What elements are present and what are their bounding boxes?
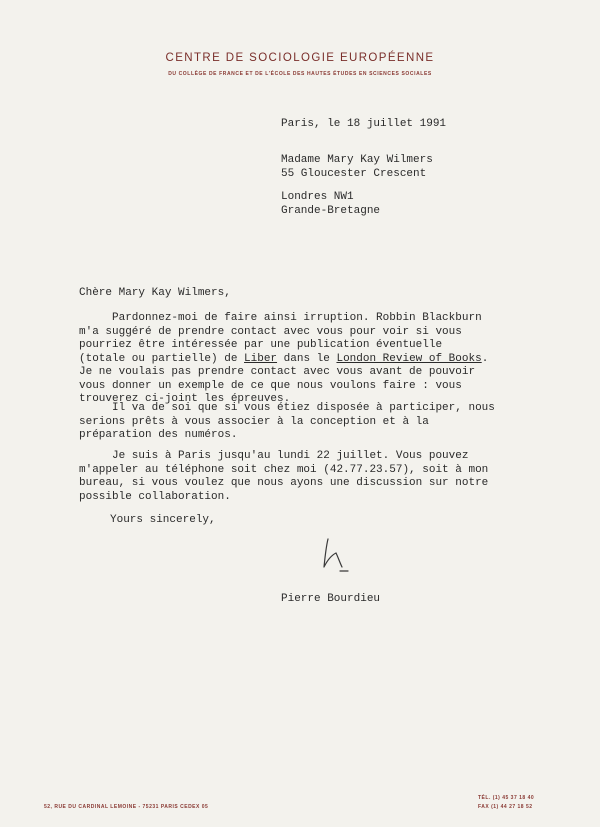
closing: Yours sincerely, [110, 514, 216, 526]
paragraph-line: trouverez ci-joint les épreuves. [79, 393, 291, 405]
paragraph-2 [79, 402, 549, 443]
paragraph-line: vous donner un exemple de ce que nous voulons faire : vous [79, 379, 462, 392]
text-run: . [481, 352, 489, 365]
footer-contact [478, 794, 534, 812]
recipient-name: Madame Mary Kay Wilmers [281, 154, 433, 166]
salutation: Chère Mary Kay Wilmers, [79, 287, 231, 299]
text-run: (totale ou partielle) de [79, 352, 245, 365]
paragraph-1 [79, 312, 549, 407]
recipient-street: 55 Gloucester Crescent [281, 168, 427, 180]
recipient-country: Grande-Bretagne [281, 205, 381, 217]
title-liber: Liber [244, 352, 278, 365]
signer-name: Pierre Bourdieu [281, 593, 381, 605]
paragraph-line: serions prêts à vous associer à la conception et à la [79, 415, 429, 428]
text-run: dans le [277, 352, 337, 365]
signature-mark [314, 531, 364, 581]
footer-fax: FAX (1) 44 27 18 52 [478, 804, 533, 810]
recipient-city: Londres NW1 [281, 191, 354, 203]
paragraph-line: m'appeler au téléphone soit chez moi (42.77.23.57), soit à mon [79, 463, 489, 476]
paragraph-line: Pardonnez-moi de faire ainsi irruption. Robbin Blackburn [79, 312, 482, 324]
letterhead-subtitle: DU COLLÈGE DE FRANCE ET DE L'ÉCOLE DES HAUTES ÉTUDES EN SCIENCES SOCIALES [168, 71, 432, 77]
paragraph-line: pourriez être intéressée par une publication éventuelle [79, 339, 443, 351]
paragraph-line: Il va de soi que si vous étiez disposée à participer, nous [79, 402, 495, 414]
paragraph-line: possible collaboration. [79, 490, 231, 503]
paragraph-line: Je suis à Paris jusqu'au lundi 22 juillet. Vous pouvez [79, 450, 469, 462]
letterhead-title: CENTRE DE SOCIOLOGIE EUROPÉENNE [165, 52, 435, 64]
paragraph-line: bureau, si vous voulez que nous ayons une discussion sur notre [79, 477, 489, 489]
letter-date: Paris, le 18 juillet 1991 [281, 118, 447, 130]
footer-tel: TÉL. (1) 45 37 18 40 [478, 795, 535, 801]
paragraph-line: préparation des numéros. [79, 429, 238, 441]
footer-address: 52, RUE DU CARDINAL LEMOINE - 75231 PARIS CEDEX 05 [44, 804, 209, 810]
title-lrb: London Review of Books [336, 352, 482, 365]
paragraph-line [79, 353, 549, 367]
paragraph-3 [79, 450, 549, 504]
paragraph-line: m'a suggéré de prendre contact avec vous pour voir si vous [79, 325, 462, 338]
paragraph-line: Je ne voulais pas prendre contact avec vous avant de pouvoir [79, 366, 476, 378]
